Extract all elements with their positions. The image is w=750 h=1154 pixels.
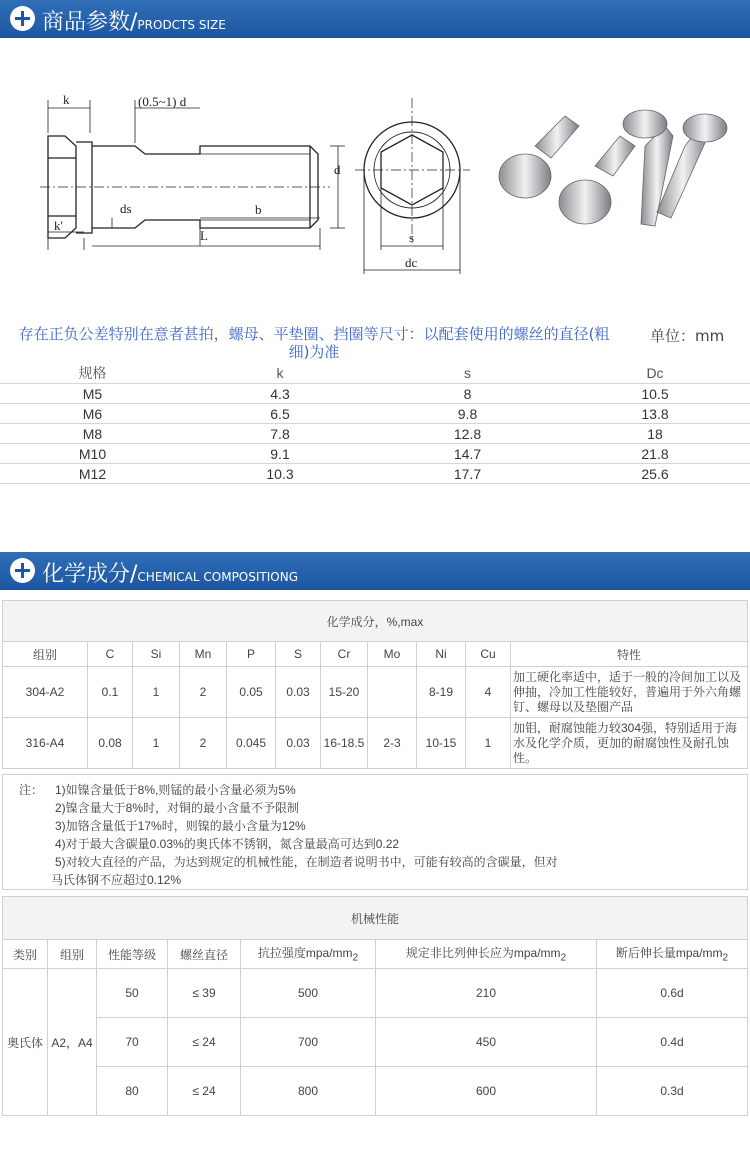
notes-body (51, 781, 655, 889)
note-line: 2)镍含量大于8%时，对铜的最小含量不予限制 (55, 801, 300, 815)
section-title: 化学成分/CHEMICAL COMPOSITIONG (42, 562, 298, 587)
note-line: 3)加铬含量低于17%时，则镍的最小含量为12% (55, 819, 306, 833)
mechanical-caption: 机械性能 (3, 897, 748, 940)
label-k: k (63, 92, 70, 107)
table-row: M8 7.8 12.8 18 (0, 424, 750, 444)
tolerance-note: 存在正负公差特别在意者甚拍，螺母、平垫圈、挡圈等尺寸：以配套使用的螺丝的直径(粗细)为准 (18, 325, 610, 361)
note-line: 4)对于最大含碳量0.03%的奥氏体不锈钢，氮含量最高可达到0.22 (55, 837, 400, 851)
table-row: 316-A4 0.08 1 2 0.045 0.03 16-18.5 2-3 10-15 1 加钼，耐腐蚀能力较304强，特别适用于海水及化学介质，更加的耐腐蚀性及耐孔蚀性。 (3, 718, 748, 769)
chemical-table (2, 600, 748, 769)
unit-label: 单位：mm (650, 327, 725, 345)
plus-icon (10, 558, 35, 583)
table-row: M5 4.3 8 10.5 (0, 384, 750, 404)
label-d-range: (0.5~1) d (138, 94, 187, 109)
table-row: M12 10.3 17.7 25.6 (0, 464, 750, 484)
table-row: 奥氏体 A2，A4 50 ≤ 39 500 210 0.6d (3, 969, 748, 1018)
table-row: M10 9.1 14.7 21.8 (0, 444, 750, 464)
label-ds: ds (120, 201, 132, 216)
section-title: 商品参数/PRODCTS SIZE (42, 10, 226, 35)
chemical-caption: 化学成分，%,max (3, 601, 748, 642)
table-row: 70 ≤ 24 700 450 0.4d (3, 1018, 748, 1067)
plus-icon (10, 6, 35, 31)
size-table (0, 363, 750, 484)
section-banner-chemical (0, 552, 750, 590)
note-line: 马氏体钢不应超过0.12% (51, 873, 182, 887)
note-line: 1)如镍含量低于8%,则锰的最小含量必须为5% (55, 783, 296, 797)
table-header-row: 类别 组别 性能等级 螺丝直径 抗拉强度mpa/$mm_2$ 规定非比列伸长应为mpa/$mm_2$ 断后伸长量mpa/$mm_2$ (3, 940, 748, 969)
label-b: b (255, 202, 262, 217)
label-s: s (409, 230, 415, 245)
table-row: 80 ≤ 24 800 600 0.3d (3, 1067, 748, 1116)
label-d: d (334, 162, 341, 177)
table-caption-row (3, 897, 748, 940)
table-caption-row (3, 601, 748, 642)
flange-bolt-photo (495, 106, 735, 238)
table-header-row: 规格 k s Dc (0, 363, 750, 384)
table-row: 304-A2 0.1 1 2 0.05 0.03 15-20 8-19 4 加工硬化率适中，适于一般的冷间加工以及伸抽，冷加工性能较好，普遍用于外六角螺钉、螺母以及垫圈产品 (3, 667, 748, 718)
label-k-prime: k' (54, 218, 63, 233)
mechanical-table (2, 896, 748, 1116)
section-banner-product-size (0, 0, 750, 38)
label-L: L (200, 228, 208, 243)
label-dc: dc (405, 255, 418, 270)
note-line: 5)对较大直径的产品，为达到规定的机械性能，在制造者说明书中，可能有较高的含碳量，但对 (55, 855, 558, 869)
table-header-row: 组别 C Si Mn P S Cr Mo Ni Cu 特性 (3, 642, 748, 667)
notes-box (2, 774, 748, 890)
notes-label: 注： (19, 783, 44, 797)
table-row: M6 6.5 9.8 13.8 (0, 404, 750, 424)
